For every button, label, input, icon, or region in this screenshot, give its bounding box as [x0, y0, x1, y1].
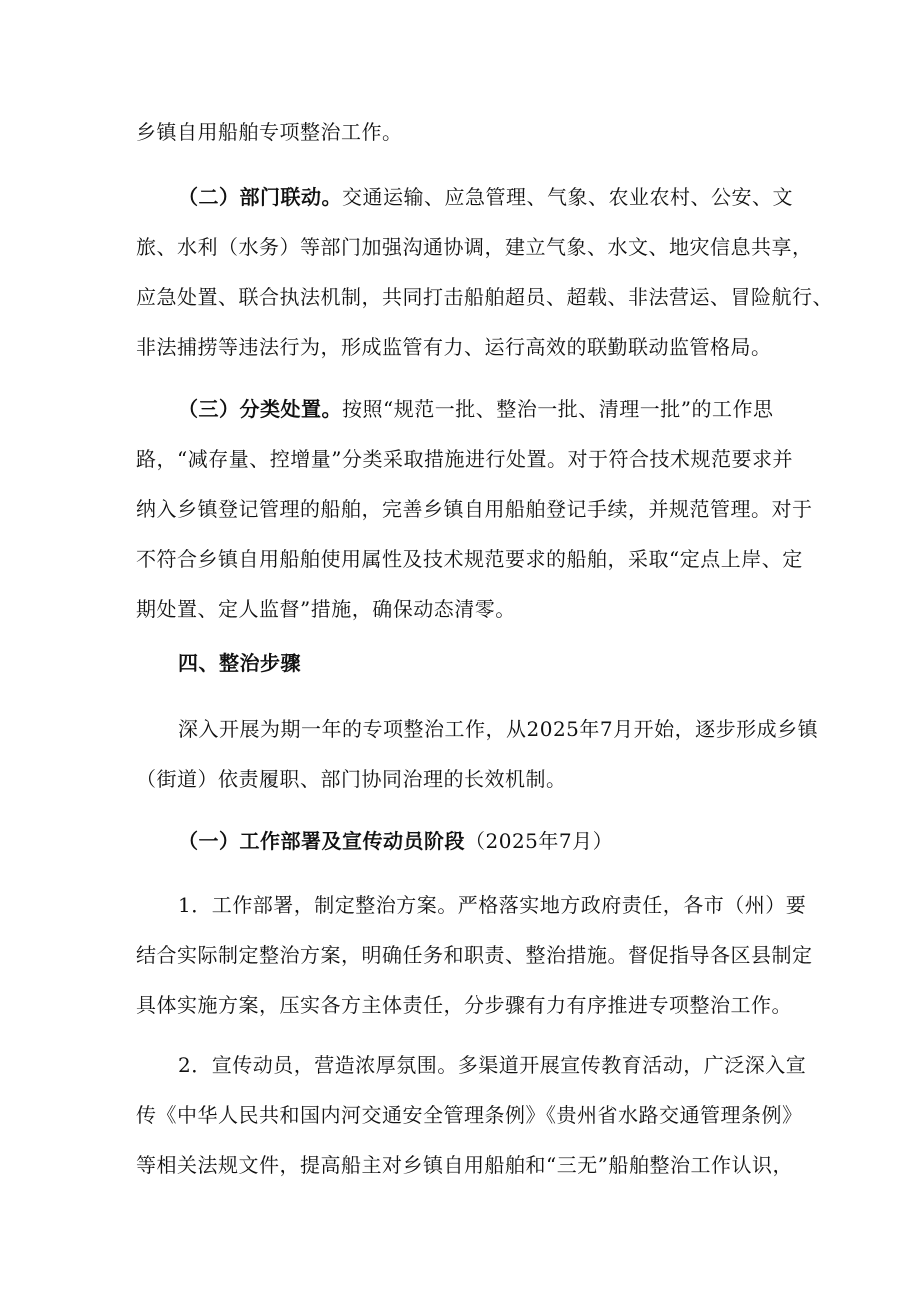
item-work-deployment: [136, 880, 813, 1030]
section-heading: （三）分类处置。: [178, 397, 342, 421]
text-line: 传《中华人民共和国内河交通安全管理条例》《贵州省水路交通管理条例》: [136, 1103, 803, 1127]
text-line: 旅、水利（水务）等部门加强沟通协调，建立气象、水文、地灾信息共享，: [136, 235, 813, 259]
stage-date: （2025年7月）: [465, 829, 614, 853]
text-line: 应急处置、联合执法机制，共同打击船舶超员、超载、非法营运、冒险航行、: [136, 285, 833, 309]
text-line: 乡镇自用船舶专项整治工作。: [136, 120, 403, 144]
text-run: 交通运输、应急管理、气象、农业农村、公安、文: [342, 185, 793, 209]
text-line: 具体实施方案，压实各方主体责任，分步骤有力有序推进专项整治工作。: [136, 993, 792, 1017]
section-heading: （二）部门联动。: [178, 185, 342, 209]
text-line: 1．工作部署，制定整治方案。严格落实地方政府责任，各市（州）要: [178, 893, 807, 917]
text-line: （街道）依责履职、部门协同治理的长效机制。: [136, 767, 567, 791]
paragraph-continuation: [136, 107, 790, 157]
stage-heading-block: [136, 816, 790, 866]
text-line: 深入开展为期一年的专项整治工作，从2025年7月开始，逐步形成乡镇: [178, 717, 819, 741]
chapter-heading: 四、整治步骤: [178, 651, 301, 675]
text-line: 期处置、定人监督”措施，确保动态清零。: [136, 597, 516, 621]
text-line: 路，“减存量、控增量”分类采取措施进行处置。对于符合技术规范要求并: [136, 447, 793, 471]
item-publicity-mobilization: [136, 1040, 807, 1190]
text-line: [136, 384, 790, 434]
text-line: 非法捕捞等违法行为，形成监管有力、运行高效的联勤联动监管格局。: [136, 335, 772, 359]
text-line: [136, 172, 793, 222]
text-line: 2．宣传动员，营造浓厚氛围。多渠道开展宣传教育活动，广泛深入宣: [178, 1053, 807, 1077]
section-classified-disposal: [136, 384, 813, 634]
text-line: 等相关法规文件，提高船主对乡镇自用船舶和“三无”船舶整治工作认识，: [136, 1153, 793, 1177]
intro-paragraph: [136, 704, 819, 804]
text-line: 不符合乡镇自用船舶使用属性及技术规范要求的船舶，采取“定点上岸、定: [136, 547, 803, 571]
stage-heading: （一）工作部署及宣传动员阶段: [178, 829, 465, 853]
text-line: 纳入乡镇登记管理的船舶，完善乡镇自用船舶登记手续，并规范管理。对于: [136, 497, 813, 521]
text-run: 按照“规范一批、整治一批、清理一批”的工作思: [342, 397, 774, 421]
text-line: [136, 816, 790, 866]
chapter-heading-block: [136, 638, 790, 688]
section-department-linkage: [136, 172, 833, 372]
text-line: 结合实际制定整治方案，明确任务和职责、整治措施。督促指导各区县制定: [136, 943, 813, 967]
